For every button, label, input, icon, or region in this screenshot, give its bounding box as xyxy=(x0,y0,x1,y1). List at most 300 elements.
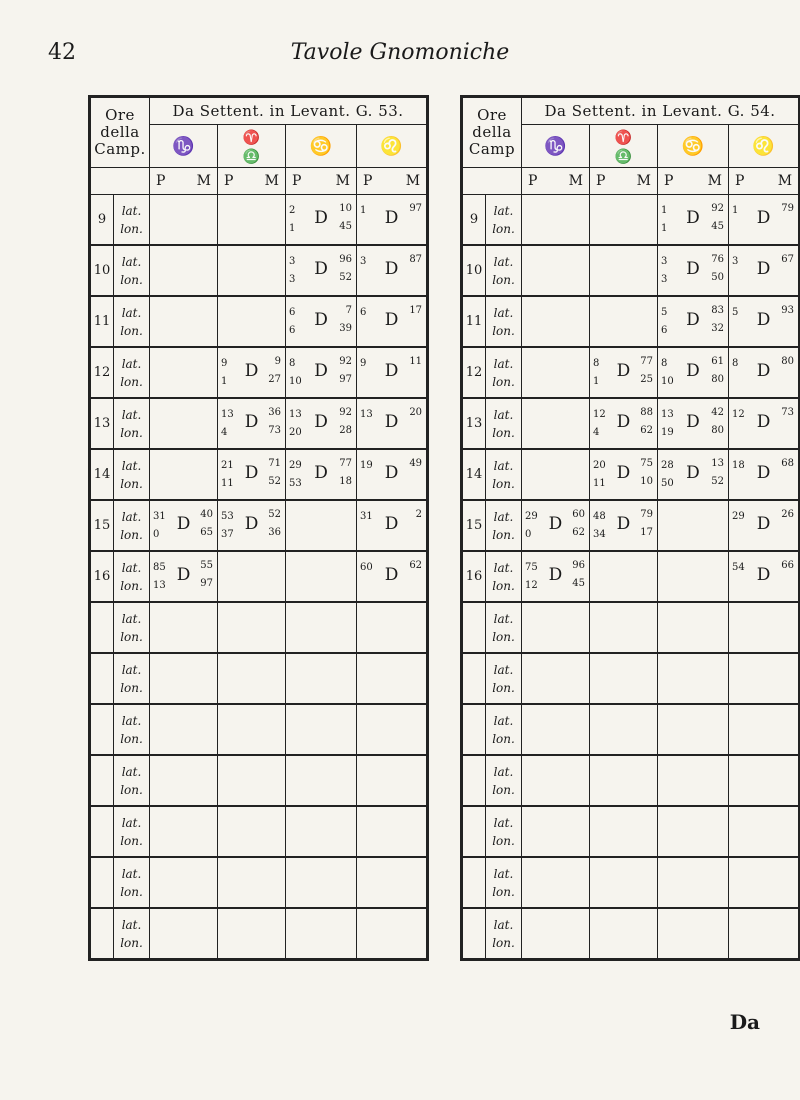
m-label: M xyxy=(707,173,722,189)
lon-minutes: 62 xyxy=(572,526,585,538)
hour-cell xyxy=(90,908,114,960)
hour-cell xyxy=(90,806,114,857)
hour-cell: 10 xyxy=(90,245,114,296)
lon-minutes: 80 xyxy=(711,424,724,436)
lon-degrees: 10 xyxy=(661,375,674,387)
lat-degrees: 5 xyxy=(661,306,668,318)
degree-glyph: D xyxy=(548,564,563,585)
zodiac-sign-icon: ♌ xyxy=(380,135,403,157)
table-caption: Da Settent. in Levant. G. 54. xyxy=(522,97,800,125)
lat-label: lat. xyxy=(121,254,142,269)
value-cell xyxy=(658,449,729,500)
zodiac-sign-1 xyxy=(218,125,286,168)
value-cell xyxy=(150,551,218,602)
lon-minutes: 45 xyxy=(572,577,585,589)
lat-minutes: 49 xyxy=(409,457,423,469)
lon-minutes: 62 xyxy=(640,424,653,436)
value-cell xyxy=(286,806,357,857)
table-row xyxy=(90,806,428,857)
coordinate-entry xyxy=(729,251,798,291)
coordinate-entry xyxy=(218,455,285,495)
value-cell xyxy=(729,704,800,755)
value-cell xyxy=(729,653,800,704)
lat-lon-labels xyxy=(486,908,522,960)
coordinate-entry xyxy=(357,455,426,495)
value-cell xyxy=(286,245,357,296)
lat-lon-labels xyxy=(114,398,150,449)
lat-minutes: 67 xyxy=(781,253,795,265)
table-row xyxy=(462,347,800,398)
degree-glyph: D xyxy=(176,564,191,585)
lat-lon-labels xyxy=(486,245,522,296)
lat-label: lat. xyxy=(493,407,514,422)
degree-glyph: D xyxy=(384,411,399,432)
lon-label: lon. xyxy=(120,833,143,848)
table-row xyxy=(90,347,428,398)
lon-degrees: 3 xyxy=(289,273,296,285)
lon-label: lon. xyxy=(120,221,143,236)
lon-degrees: 6 xyxy=(289,324,296,336)
degree-glyph: D xyxy=(384,207,399,228)
lat-lon-labels xyxy=(486,500,522,551)
table-row xyxy=(462,857,800,908)
lat-minutes: 60 xyxy=(572,508,585,520)
lon-degrees: 11 xyxy=(221,477,234,489)
lon-minutes: 50 xyxy=(711,271,724,283)
lat-minutes: 80 xyxy=(781,355,795,367)
value-cell xyxy=(286,653,357,704)
table-row xyxy=(462,704,800,755)
value-cell xyxy=(658,398,729,449)
lon-minutes: 25 xyxy=(640,373,653,385)
m-label: M xyxy=(636,173,651,189)
value-cell xyxy=(522,857,590,908)
lat-lon-labels xyxy=(486,857,522,908)
value-cell xyxy=(150,602,218,653)
hour-cell xyxy=(462,908,486,960)
lon-degrees: 10 xyxy=(289,375,302,387)
degree-glyph: D xyxy=(686,411,700,432)
degree-glyph: D xyxy=(244,360,259,381)
lon-degrees: 19 xyxy=(661,426,674,438)
coordinate-entry xyxy=(658,200,728,240)
catchword: Da xyxy=(729,1010,760,1034)
value-cell xyxy=(150,347,218,398)
value-cell xyxy=(522,296,590,347)
lat-label: lat. xyxy=(493,560,514,575)
lat-label: lat. xyxy=(121,662,142,677)
table-row xyxy=(462,755,800,806)
table-row xyxy=(90,908,428,960)
degree-glyph: D xyxy=(756,258,771,279)
pm-cell xyxy=(522,168,590,195)
coordinate-entry xyxy=(286,200,356,240)
lon-label: lon. xyxy=(492,374,515,389)
lat-lon-labels xyxy=(486,551,522,602)
lat-label: lat. xyxy=(493,509,514,524)
lon-degrees: 13 xyxy=(153,579,166,591)
lat-degrees: 12 xyxy=(593,408,606,420)
lat-lon-labels xyxy=(486,806,522,857)
value-cell xyxy=(729,857,800,908)
lon-label: lon. xyxy=(120,884,143,899)
gnomonic-table-right xyxy=(460,95,798,950)
lon-minutes: 10 xyxy=(640,475,653,487)
table-row xyxy=(90,857,428,908)
value-cell xyxy=(150,500,218,551)
pm-labels xyxy=(658,173,728,189)
ore-header-word: della xyxy=(100,123,140,141)
degree-glyph: D xyxy=(756,360,771,381)
lon-degrees: 3 xyxy=(661,273,668,285)
lon-label: lon. xyxy=(492,833,515,848)
value-cell xyxy=(522,908,590,960)
gnomonic-table-left xyxy=(88,95,426,950)
lon-degrees: 11 xyxy=(593,477,606,489)
ore-header xyxy=(462,97,522,168)
value-cell xyxy=(357,653,428,704)
hour-cell xyxy=(462,653,486,704)
lon-label: lon. xyxy=(492,527,515,542)
value-cell xyxy=(357,806,428,857)
zodiac-sign-2 xyxy=(658,125,729,168)
degree-glyph: D xyxy=(244,513,259,534)
value-cell xyxy=(218,704,286,755)
value-cell xyxy=(218,449,286,500)
value-cell xyxy=(658,245,729,296)
table-row xyxy=(462,398,800,449)
lat-minutes: 87 xyxy=(409,253,423,265)
hour-cell: 9 xyxy=(462,195,486,246)
hour-cell xyxy=(462,857,486,908)
lon-degrees: 1 xyxy=(221,375,228,387)
lon-label: lon. xyxy=(492,884,515,899)
degree-glyph: D xyxy=(314,309,328,330)
table-row xyxy=(90,449,428,500)
value-cell xyxy=(590,449,658,500)
degree-glyph: D xyxy=(756,513,771,534)
value-cell xyxy=(522,500,590,551)
pm-cell xyxy=(218,168,286,195)
lat-degrees: 1 xyxy=(732,204,739,216)
lon-minutes: 97 xyxy=(339,373,353,385)
degree-glyph: D xyxy=(756,411,771,432)
lat-lon-labels xyxy=(114,449,150,500)
hour-cell: 11 xyxy=(462,296,486,347)
degree-glyph: D xyxy=(548,513,563,534)
zodiac-sign-2 xyxy=(286,125,357,168)
lon-minutes: 73 xyxy=(268,424,282,436)
degree-glyph: D xyxy=(756,462,771,483)
hour-cell: 9 xyxy=(90,195,114,246)
lat-label: lat. xyxy=(493,305,514,320)
lat-degrees: 31 xyxy=(360,510,373,522)
hour-cell xyxy=(462,755,486,806)
p-label: P xyxy=(363,173,373,189)
value-cell xyxy=(729,500,800,551)
coordinate-entry xyxy=(522,506,589,546)
hour-cell xyxy=(90,653,114,704)
zodiac-sign-0 xyxy=(150,125,218,168)
table-caption: Da Settent. in Levant. G. 53. xyxy=(150,97,428,125)
lat-minutes: 68 xyxy=(781,457,795,469)
value-cell xyxy=(729,806,800,857)
degree-glyph: D xyxy=(384,564,399,585)
lat-degrees: 6 xyxy=(360,306,367,318)
p-label: P xyxy=(156,173,166,189)
degree-glyph: D xyxy=(686,258,700,279)
lon-label: lon. xyxy=(492,680,515,695)
degree-glyph: D xyxy=(756,207,771,228)
coordinate-entry xyxy=(218,404,285,444)
value-cell xyxy=(729,755,800,806)
zodiac-sign-icon: ♋ xyxy=(309,135,333,157)
lat-minutes: 2 xyxy=(415,508,423,520)
pm-blank xyxy=(90,168,150,195)
coordinate-entry xyxy=(357,302,426,342)
lat-lon-labels xyxy=(114,347,150,398)
value-cell xyxy=(658,806,729,857)
value-cell xyxy=(150,653,218,704)
value-cell xyxy=(590,755,658,806)
lat-label: lat. xyxy=(493,356,514,371)
value-cell xyxy=(286,755,357,806)
coordinate-entry xyxy=(150,557,217,597)
coordinate-entry xyxy=(357,251,426,291)
lat-degrees: 18 xyxy=(732,459,745,471)
value-cell xyxy=(357,857,428,908)
value-cell xyxy=(658,908,729,960)
coordinate-entry xyxy=(729,506,798,546)
lat-degrees: 54 xyxy=(732,561,745,573)
coordinate-entry xyxy=(522,557,589,597)
value-cell xyxy=(658,857,729,908)
lon-degrees: 4 xyxy=(221,426,228,438)
lat-label: lat. xyxy=(121,458,142,473)
coordinate-entry xyxy=(658,251,728,291)
lat-minutes: 76 xyxy=(711,253,724,265)
value-cell xyxy=(522,653,590,704)
lat-degrees: 60 xyxy=(360,561,373,573)
value-cell xyxy=(357,449,428,500)
value-cell xyxy=(357,755,428,806)
lat-label: lat. xyxy=(121,203,142,218)
lon-degrees: 1 xyxy=(289,222,296,234)
lon-label: lon. xyxy=(492,221,515,236)
coordinate-entry xyxy=(729,302,798,342)
degree-glyph: D xyxy=(616,411,631,432)
lat-lon-labels xyxy=(486,602,522,653)
lon-label: lon. xyxy=(492,323,515,338)
lat-degrees: 48 xyxy=(593,510,606,522)
value-cell xyxy=(590,908,658,960)
value-cell xyxy=(286,857,357,908)
m-label: M xyxy=(405,173,421,189)
value-cell xyxy=(357,296,428,347)
lat-degrees: 1 xyxy=(360,204,367,216)
lat-label: lat. xyxy=(121,713,142,728)
value-cell xyxy=(590,347,658,398)
value-cell xyxy=(729,398,800,449)
degree-glyph: D xyxy=(756,564,771,585)
zodiac-sign-3 xyxy=(729,125,800,168)
lat-lon-labels xyxy=(486,347,522,398)
degree-glyph: D xyxy=(314,258,328,279)
value-cell xyxy=(522,806,590,857)
hour-cell: 13 xyxy=(462,398,486,449)
hour-cell xyxy=(90,602,114,653)
value-cell xyxy=(522,195,590,246)
value-cell xyxy=(522,347,590,398)
value-cell xyxy=(150,245,218,296)
value-cell xyxy=(729,449,800,500)
lat-minutes: 93 xyxy=(781,304,795,316)
lon-minutes: 52 xyxy=(339,271,353,283)
lon-degrees: 34 xyxy=(593,528,606,540)
coordinate-entry xyxy=(357,353,426,393)
value-cell xyxy=(729,602,800,653)
pm-cell xyxy=(357,168,428,195)
value-cell xyxy=(150,857,218,908)
value-cell xyxy=(286,296,357,347)
m-label: M xyxy=(264,173,280,189)
lat-degrees: 5 xyxy=(732,306,739,318)
zodiac-sign-icon: ♌ xyxy=(752,135,775,157)
hour-cell: 15 xyxy=(90,500,114,551)
lon-minutes: 45 xyxy=(339,220,353,232)
p-label: P xyxy=(292,173,302,189)
coordinate-entry xyxy=(658,455,728,495)
coordinate-entry xyxy=(590,404,657,444)
lon-label: lon. xyxy=(120,731,143,746)
value-cell xyxy=(286,449,357,500)
ore-header-word: Camp. xyxy=(94,140,146,158)
lon-label: lon. xyxy=(492,731,515,746)
coordinate-entry xyxy=(729,200,798,240)
lat-degrees: 13 xyxy=(289,408,302,420)
zodiac-sign-0 xyxy=(522,125,590,168)
hour-cell xyxy=(462,806,486,857)
lat-label: lat. xyxy=(121,764,142,779)
lat-degrees: 3 xyxy=(732,255,739,267)
table-row xyxy=(462,602,800,653)
zodiac-sign-1 xyxy=(590,125,658,168)
ore-header-word: della xyxy=(472,123,512,141)
value-cell xyxy=(522,551,590,602)
value-cell xyxy=(729,908,800,960)
lat-degrees: 28 xyxy=(661,459,674,471)
lat-lon-labels xyxy=(114,806,150,857)
lon-label: lon. xyxy=(492,272,515,287)
pm-labels xyxy=(150,173,217,189)
hour-cell: 16 xyxy=(90,551,114,602)
hour-cell: 16 xyxy=(462,551,486,602)
pm-cell xyxy=(150,168,218,195)
hour-cell xyxy=(90,704,114,755)
lat-minutes: 26 xyxy=(781,508,795,520)
degree-glyph: D xyxy=(686,207,700,228)
lat-lon-labels xyxy=(114,551,150,602)
value-cell xyxy=(218,602,286,653)
lat-lon-labels xyxy=(114,857,150,908)
p-label: P xyxy=(528,173,538,189)
coordinate-entry xyxy=(357,506,426,546)
lat-degrees: 12 xyxy=(732,408,745,420)
lat-degrees: 31 xyxy=(153,510,166,522)
lon-label: lon. xyxy=(120,323,143,338)
lat-minutes: 13 xyxy=(711,457,724,469)
value-cell xyxy=(218,195,286,246)
zodiac-sign-icon: ♈ ♎ xyxy=(614,130,633,165)
pm-labels xyxy=(218,173,285,189)
table-row xyxy=(90,296,428,347)
lat-degrees: 53 xyxy=(221,510,234,522)
lat-lon-labels xyxy=(486,195,522,246)
value-cell xyxy=(590,806,658,857)
gnomonic-table xyxy=(460,95,800,961)
lat-minutes: 83 xyxy=(711,304,724,316)
lat-minutes: 20 xyxy=(409,406,423,418)
lon-degrees: 0 xyxy=(153,528,160,540)
value-cell xyxy=(286,347,357,398)
lat-minutes: 92 xyxy=(339,406,353,418)
lon-minutes: 28 xyxy=(339,424,353,436)
degree-glyph: D xyxy=(616,513,631,534)
value-cell xyxy=(590,296,658,347)
table-row xyxy=(462,449,800,500)
zodiac-sign-icon: ♑ xyxy=(172,135,195,157)
degree-glyph: D xyxy=(686,360,700,381)
lat-degrees: 21 xyxy=(221,459,234,471)
value-cell xyxy=(150,398,218,449)
zodiac-sign-icon: ♈ ♎ xyxy=(242,130,261,165)
lat-label: lat. xyxy=(493,764,514,779)
hour-cell: 13 xyxy=(90,398,114,449)
lat-minutes: 71 xyxy=(268,457,282,469)
ore-header-word: Ore xyxy=(477,106,507,124)
ore-header-word: Ore xyxy=(105,106,135,124)
lon-degrees: 1 xyxy=(661,222,668,234)
coordinate-entry xyxy=(150,506,217,546)
lat-degrees: 8 xyxy=(661,357,668,369)
lat-degrees: 3 xyxy=(360,255,367,267)
pm-cell xyxy=(590,168,658,195)
lon-minutes: 65 xyxy=(200,526,214,538)
value-cell xyxy=(218,500,286,551)
degree-glyph: D xyxy=(756,309,771,330)
hour-cell: 15 xyxy=(462,500,486,551)
lat-minutes: 77 xyxy=(640,355,653,367)
degree-glyph: D xyxy=(384,462,399,483)
lat-label: lat. xyxy=(121,815,142,830)
value-cell xyxy=(286,602,357,653)
lat-degrees: 8 xyxy=(732,357,739,369)
lon-label: lon. xyxy=(492,425,515,440)
lat-minutes: 61 xyxy=(711,355,724,367)
page-number: 42 xyxy=(48,40,76,65)
lon-degrees: 50 xyxy=(661,477,674,489)
lon-label: lon. xyxy=(492,476,515,491)
value-cell xyxy=(357,398,428,449)
lat-label: lat. xyxy=(493,611,514,626)
coordinate-entry xyxy=(286,353,356,393)
lon-minutes: 97 xyxy=(200,577,214,589)
table-row xyxy=(90,500,428,551)
caption-row xyxy=(90,97,428,125)
value-cell xyxy=(218,653,286,704)
value-cell xyxy=(658,296,729,347)
lat-degrees: 13 xyxy=(221,408,234,420)
